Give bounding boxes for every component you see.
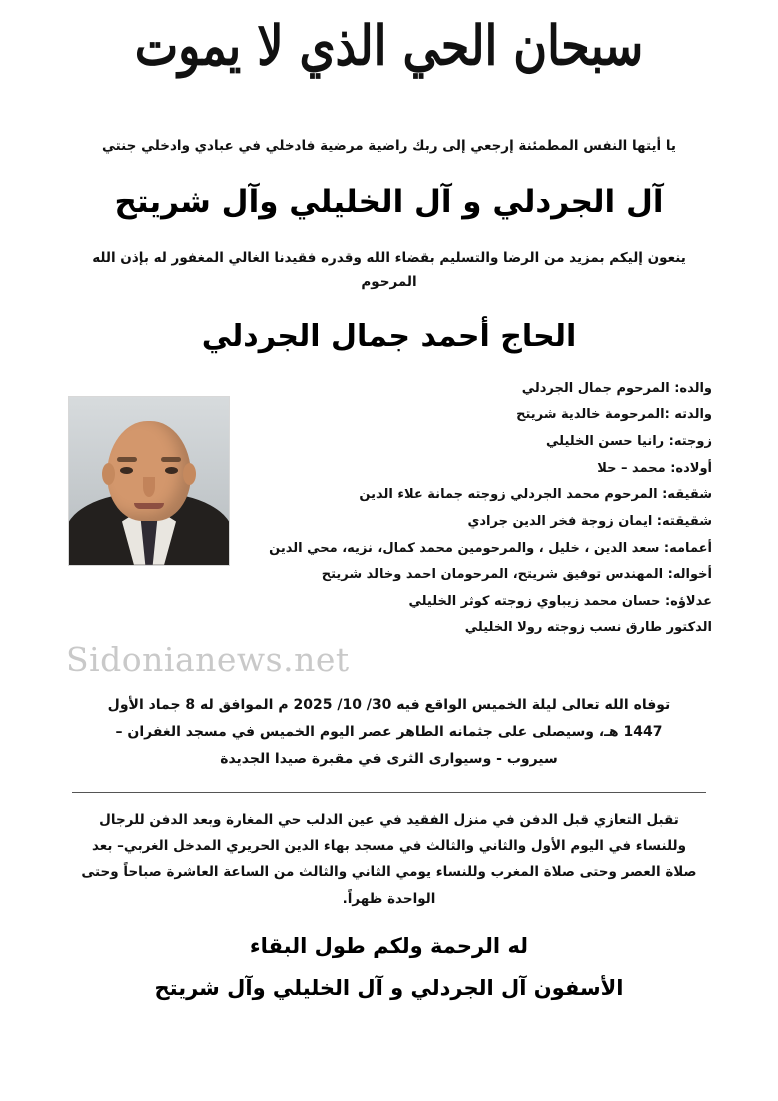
photo-nose bbox=[143, 477, 155, 497]
deceased-photo bbox=[68, 396, 230, 566]
families-title: آل الجردلي و آل الخليلي وآل شريتح bbox=[114, 184, 664, 221]
list-item: والدته :المرحومة خالدية شريتح bbox=[516, 407, 712, 423]
photo-eye-right bbox=[165, 467, 178, 474]
photo-mouth bbox=[134, 503, 164, 509]
quran-verse: يا أيتها النفس المطمئنة إرجعي إلى ربك راضية مرضية فادخلي في عبادي وادخلي جنتي bbox=[102, 138, 676, 154]
list-item: شقيقته: ايمان زوجة فخر الدين جرادي bbox=[467, 513, 712, 529]
list-item: زوجته: رانيا حسن الخليلي bbox=[546, 433, 712, 449]
photo-ear-left bbox=[102, 463, 115, 485]
calligraphy-header bbox=[62, 0, 716, 114]
burial-info: توفاه الله تعالى ليلة الخميس الواقع فيه 30/ 10/ 2025 م الموافق له 8 جماد الأول 1447 هـ، وسيصلى على جثمانه الطاهر عصر اليوم الخميس في مسجد الغفران – سيروب - وسيوارى الثرى في مقبرة صيدا الجديدة bbox=[107, 696, 671, 768]
relatives-section bbox=[62, 376, 716, 676]
list-item: أعمامه: سعد الدين ، خليل ، والمرحومين محمد كمال، نزيه، محي الدين bbox=[269, 540, 712, 556]
photo-brow-left bbox=[117, 457, 137, 462]
list-item: شقيقه: المرحوم محمد الجردلي زوجته جمانة علاء الدين bbox=[359, 487, 712, 503]
list-item: أخواله: المهندس توفيق شريتح، المرحومان احمد وخالد شريتح bbox=[321, 567, 712, 583]
announcement-block bbox=[62, 246, 716, 295]
announcement-line-1: ينعون إليكم بمزيد من الرضا والتسليم بقضاء الله وقدره فقيدنا الغالي المغفور له بإذن الله bbox=[92, 250, 686, 267]
site-watermark: Sidonianews.net bbox=[66, 640, 350, 679]
list-item: أولاده: محمد – حلا bbox=[597, 460, 712, 476]
photo-brow-right bbox=[161, 457, 181, 462]
list-item: الدكتور طارق نسب زوجته رولا الخليلي bbox=[464, 620, 712, 636]
mercy-line: له الرحمة ولكم طول البقاء bbox=[249, 933, 529, 958]
list-item: عدلاؤه: حسان محمد زيباوي زوجته كوثر الخليلي bbox=[408, 593, 712, 609]
divider bbox=[72, 792, 706, 793]
signers-line: الأسفون آل الجردلي و آل الخليلي وآل شريتح bbox=[154, 975, 624, 1000]
announcement-line-2: المرحوم bbox=[361, 274, 417, 291]
calligraphy-text: سبحان الحي الذي لا يموت bbox=[134, 14, 644, 78]
deceased-name: الحاج أحمد جمال الجردلي bbox=[201, 318, 577, 354]
condolences-info: تقبل التعازي قبل الدفن في منزل الفقيد في عين الدلب حي المغارة وبعد الدفن للرجال وللنساء في اليوم الأول والثاني والثالث في مسجد بهاء الدين الحريري المدخل الغربي– بعد صلاة العصر وحتى صلاة المغرب وللنساء يومي الثاني والثالث من الساعة العاشرة صباحاً وحتى الواحدة ظهراً. bbox=[81, 811, 697, 907]
photo-eye-left bbox=[120, 467, 133, 474]
list-item: والده: المرحوم جمال الجردلي bbox=[521, 380, 712, 396]
photo-ear-right bbox=[183, 463, 196, 485]
